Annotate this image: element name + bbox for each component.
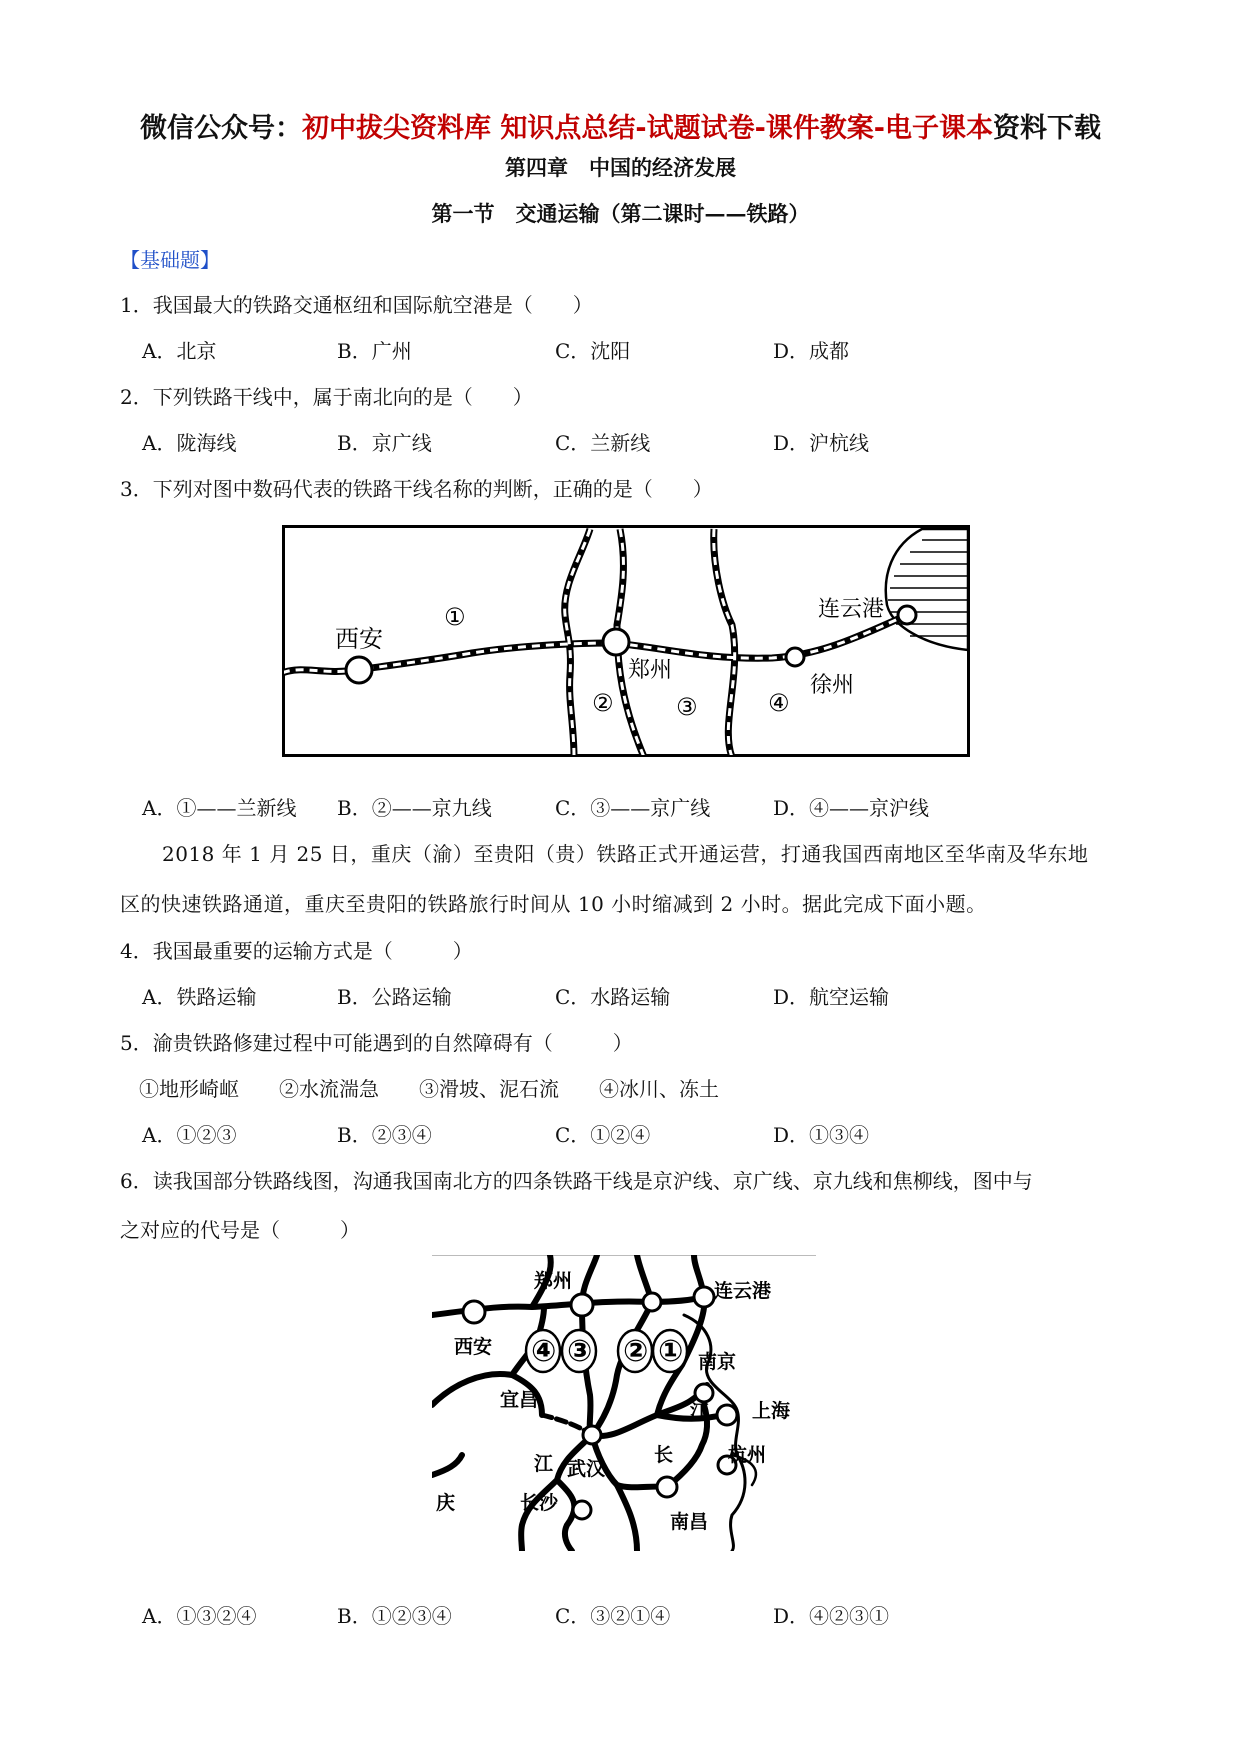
map2-label-zhengzhou: 郑州 [534, 1270, 573, 1292]
q3-option-b: B．②——京九线 [337, 796, 492, 820]
question-6-stem-continued: 之对应的代号是（ ） [120, 1218, 360, 1242]
map1-xian-node [346, 657, 372, 683]
question-6-stem: 6．读我国部分铁路线图，沟通我国南北方的四条铁路干线是京沪线、京广线、京九线和焦柳线，图中与 [120, 1169, 1033, 1193]
map2-label-chongqing: 庆 [436, 1492, 456, 1514]
map2-label-nanjing: 南京 [698, 1351, 737, 1373]
railway-map-1 [282, 525, 970, 757]
map2-river-label-2: 江 [534, 1453, 554, 1475]
header-suffix: 资料下载 [993, 113, 1102, 144]
q4-option-d: D．航空运输 [773, 985, 890, 1009]
map2-river-label-3: 长 [654, 1444, 674, 1466]
map1-number-3: ③ [676, 693, 698, 721]
q6-option-d: D．④②③① [773, 1604, 890, 1628]
map2-number-1: ① [658, 1334, 684, 1369]
question-3-stem: 3．下列对图中数码代表的铁路干线名称的判断，正确的是（ ） [120, 477, 713, 501]
map1-label-lianyungang: 连云港 [818, 597, 885, 622]
passage-line-2: 区的快速铁路通道，重庆至贵阳的铁路旅行时间从 10 小时缩减到 2 小时。据此完成下面小题。 [120, 892, 987, 916]
q3-option-d: D．④——京沪线 [773, 796, 930, 820]
q1-option-d: D．成都 [773, 339, 850, 363]
q5-option-a: A．①②③ [142, 1123, 237, 1147]
section-title: 第一节 交通运输（第二课时——铁路） [431, 201, 810, 226]
question-1-stem: 1．我国最大的铁路交通枢纽和国际航空港是（ ） [120, 293, 593, 317]
map2-label-lianyungang: 连云港 [714, 1280, 772, 1302]
q1-option-c: C．沈阳 [555, 339, 631, 363]
q2-option-a: A．陇海线 [142, 431, 237, 455]
map2-river-label-1: 江 [690, 1401, 710, 1423]
map2-label-xian: 西安 [454, 1336, 493, 1358]
header-prefix: 微信公众号： [139, 113, 302, 144]
passage-line-1: 2018 年 1 月 25 日，重庆（渝）至贵阳（贵）铁路正式开通运营，打通我国西南地区至华南及华东地 [162, 842, 1089, 866]
railway-map-2 [432, 1255, 816, 1551]
source-header [0, 106, 1241, 145]
q6-option-c: C．③②①④ [555, 1604, 671, 1628]
chapter-title: 第四章 中国的经济发展 [505, 155, 736, 180]
map2-label-hangzhou: 杭州 [728, 1444, 767, 1466]
q5-option-b: B．②③④ [337, 1123, 432, 1147]
map1-label-zhengzhou: 郑州 [628, 658, 673, 683]
map1-label-xian: 西安 [335, 625, 383, 653]
section-label: 【基础题】 [120, 248, 220, 272]
header-highlight: 初中拔尖资料库 知识点总结-试题试卷-课件教案-电子课本 [301, 113, 994, 144]
map1-xuzhou-node [786, 648, 804, 666]
question-5-stem: 5．渝贵铁路修建过程中可能遇到的自然障碍有（ ） [120, 1031, 633, 1055]
q2-option-b: B．京广线 [337, 431, 432, 455]
q5-items: ①地形崎岖 ②水流湍急 ③滑坡、泥石流 ④冰川、冻土 [139, 1077, 719, 1101]
map2-label-wuhan: 武汉 [567, 1458, 606, 1480]
q5-option-c: C．①②④ [555, 1123, 651, 1147]
map1-label-xuzhou: 徐州 [810, 673, 855, 698]
map1-zhengzhou-node [603, 629, 629, 655]
q2-option-c: C．兰新线 [555, 431, 651, 455]
map1-number-4: ④ [768, 689, 790, 717]
question-2-stem: 2．下列铁路干线中，属于南北向的是（ ） [120, 385, 533, 409]
q1-option-a: A．北京 [142, 339, 217, 363]
q3-option-a: A．①——兰新线 [142, 796, 297, 820]
map2-label-yichang: 宜昌 [500, 1389, 539, 1411]
q6-option-a: A．①③②④ [142, 1604, 257, 1628]
q5-option-d: D．①③④ [773, 1123, 870, 1147]
q1-option-b: B．广州 [337, 339, 412, 363]
q3-option-c: C．③——京广线 [555, 796, 711, 820]
q6-option-b: B．①②③④ [337, 1604, 452, 1628]
map2-number-4: ④ [531, 1334, 557, 1369]
map1-number-2: ② [592, 689, 614, 717]
q2-option-d: D．沪杭线 [773, 431, 870, 455]
q4-option-b: B．公路运输 [337, 985, 452, 1009]
question-4-stem: 4．我国最重要的运输方式是（ ） [120, 939, 473, 963]
map2-number-2: ② [623, 1334, 649, 1369]
q4-option-a: A．铁路运输 [142, 985, 257, 1009]
q4-option-c: C．水路运输 [555, 985, 671, 1009]
map1-number-1: ① [444, 603, 466, 631]
map2-label-nanchang: 南昌 [670, 1511, 709, 1533]
map2-label-changsha: 长沙 [520, 1492, 559, 1514]
map2-number-3: ③ [567, 1334, 593, 1369]
map2-label-shanghai: 上海 [752, 1400, 791, 1422]
map1-lianyungang-node [898, 606, 916, 624]
